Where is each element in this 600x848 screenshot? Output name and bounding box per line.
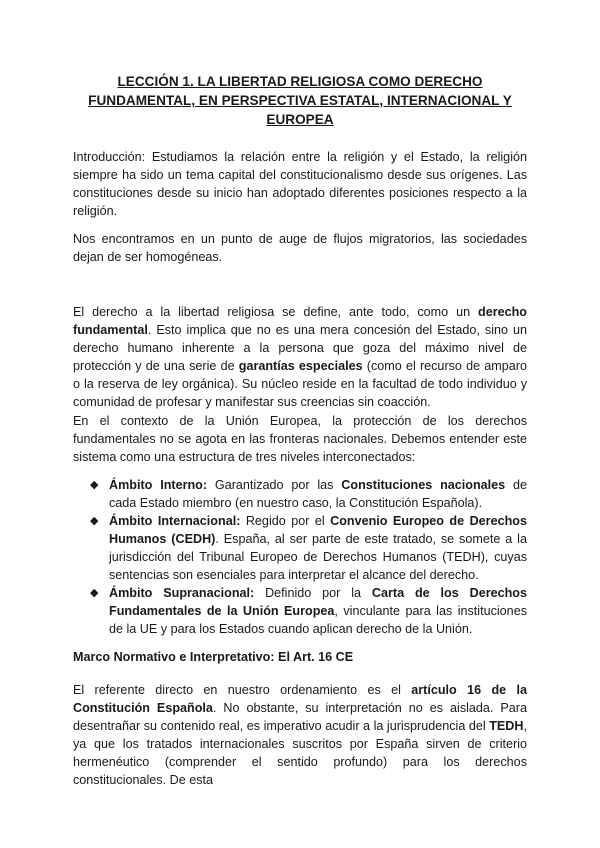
bullet-text: Garantizado por las — [207, 478, 342, 492]
list-item — [88, 512, 527, 584]
definition-text-2: . Esto implica que no es una mera concesión del Estado, sino un derecho humano inherente a la persona que goza del máximo nivel de protección y de una serie de — [73, 323, 527, 373]
definition-text-3: (como el recurso de amparo o la reserva de ley orgánica). Su núcleo reside en la facultad de todo individuo y comunidad de profesar y manifestar sus creencias sin coacción. — [73, 359, 527, 409]
bullet-label: Ámbito Internacional: — [109, 514, 241, 528]
list-item — [88, 476, 527, 512]
final-bold-2: TEDH — [489, 719, 524, 733]
list-item — [88, 584, 527, 638]
bullet-text: Definido por la — [254, 586, 372, 600]
final-text-3: , ya que los tratados internacionales suscritos por España sirven de criterio hermenéutico (comprender el sentido profundo) para los derechos constitucionales. De esta — [73, 719, 527, 787]
definition-bold-2: garantías especiales — [238, 359, 363, 373]
bullet-label: Ámbito Supranacional: — [109, 586, 255, 600]
definition-paragraph — [73, 303, 527, 411]
final-text-1: El referente directo en nuestro ordenamiento es el — [73, 683, 412, 697]
final-text-2: . No obstante, su interpretación no es aislada. Para desentrañar su contenido real, es imperativo acudir a la jurisprudencia del — [73, 701, 527, 733]
bullet-bold: Convenio Europeo de Derechos Humanos (CEDH) — [109, 514, 527, 546]
section-subheading: Marco Normativo e Interpretativo: El Art. 16 CE — [73, 650, 354, 664]
final-bold-1: artículo 16 de la Constitución Española — [73, 683, 527, 715]
bullet-text: Regido por el — [240, 514, 331, 528]
bullet-text: de cada Estado miembro (en nuestro caso, la Constitución Española). — [109, 478, 528, 510]
bullet-icon: ◆ — [90, 479, 99, 491]
bullet-bold: Carta de los Derechos Fundamentales de la Unión Europea — [109, 586, 527, 618]
levels-list — [88, 476, 527, 638]
definition-text-1: El derecho a la libertad religiosa se define, ante todo, como un — [73, 305, 478, 319]
bullet-text: , vinculante para las instituciones de la UE y para los Estados cuando aplican derecho de la Unión. — [109, 604, 527, 636]
intro-paragraph: Introducción: Estudiamos la relación entre la religión y el Estado, la religión siempre ha sido un tema capital del constitucionalismo desde sus orígenes. Las constituciones desde su inicio han adoptado diferentes posiciones respecto a la religión. — [73, 150, 527, 218]
final-paragraph — [73, 681, 527, 789]
bullet-icon: ◆ — [90, 587, 99, 599]
lesson-title: LECCIÓN 1. LA LIBERTAD RELIGIOSA COMO DERECHO FUNDAMENTAL, EN PERSPECTIVA ESTATAL, INTERNACIONAL Y EUROPEA — [88, 74, 512, 127]
bullet-icon: ◆ — [90, 515, 99, 527]
bullet-label: Ámbito Interno: — [109, 478, 208, 492]
bullet-text: . España, al ser parte de este tratado, se somete a la jurisdicción del Tribunal Europeo de Derechos Humanos (TEDH), cuyas sentencias son esenciales para interpretar el alcance del derecho. — [109, 532, 527, 582]
eu-context-paragraph: En el contexto de la Unión Europea, la protección de los derechos fundamentales no se agota en las fronteras nacionales. Debemos entender este sistema como una estructura de tres niveles interconectados: — [73, 414, 527, 464]
definition-bold-1: derecho fundamental — [73, 305, 527, 337]
bullet-bold: Constituciones nacionales — [341, 478, 506, 492]
migration-paragraph: Nos encontramos en un punto de auge de flujos migratorios, las sociedades dejan de ser homogéneas. — [73, 232, 527, 264]
